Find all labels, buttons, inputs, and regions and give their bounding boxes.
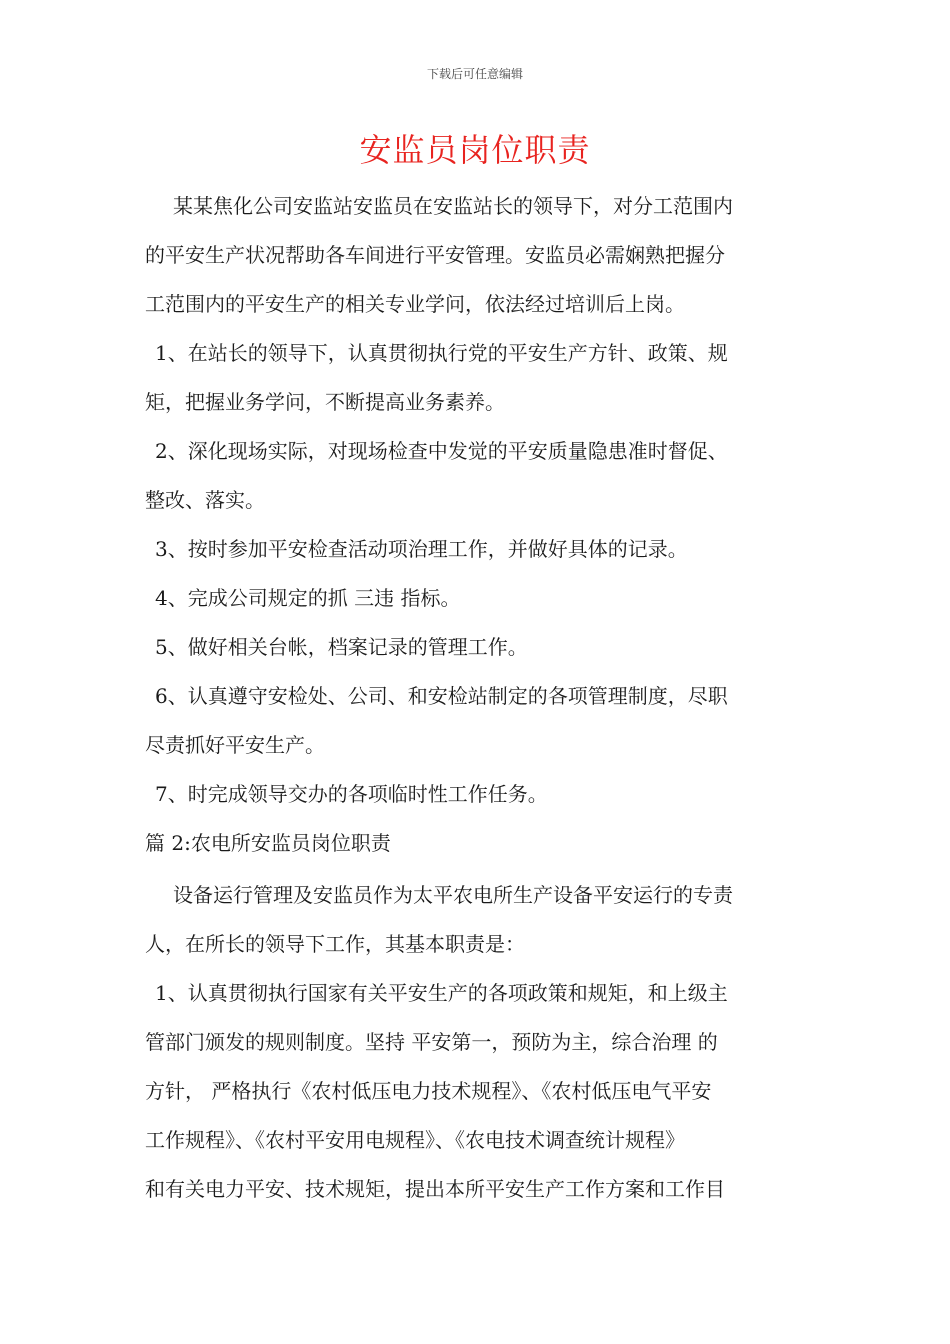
list-item-line: 方针， 严格执行《农村低压电力技术规程》、《农村低压电气平安 <box>145 1079 712 1103</box>
paragraph-line: 的平安生产状况帮助各车间进行平安管理。安监员必需娴熟把握分 <box>145 243 725 267</box>
list-item-line: 3、按时参加平安检查活动项治理工作，并做好具体的记录。 <box>155 537 688 561</box>
section-heading: 篇 2:农电所安监员岗位职责 <box>145 831 391 855</box>
list-item-line: 尽责抓好平安生产。 <box>145 733 325 757</box>
list-item-line: 1、在站长的领导下，认真贯彻执行党的平安生产方针、政策、规 <box>155 341 728 365</box>
list-item-line: 5、做好相关台帐，档案记录的管理工作。 <box>155 635 528 659</box>
list-item-line: 7、时完成领导交办的各项临时性工作任务。 <box>155 782 548 806</box>
paragraph-line: 设备运行管理及安监员作为太平农电所生产设备平安运行的专责 <box>173 883 733 907</box>
page-header: 下载后可任意编辑 <box>426 67 523 81</box>
paragraph-line: 某某焦化公司安监站安监员在安监站长的领导下，对分工范围内 <box>173 194 733 218</box>
list-item-line: 工作规程》、《农村平安用电规程》、《农电技术调查统计规程》 <box>145 1128 685 1152</box>
list-item-line: 1、认真贯彻执行国家有关平安生产的各项政策和规矩，和上级主 <box>155 981 728 1005</box>
list-item-line: 矩，把握业务学问，不断提高业务素养。 <box>145 390 505 414</box>
list-item-line: 管部门颁发的规则制度。坚持 平安第一，预防为主，综合治理 的 <box>145 1030 718 1054</box>
paragraph-line: 人，在所长的领导下工作，其基本职责是： <box>145 932 525 956</box>
list-item-line: 2、深化现场实际，对现场检查中发觉的平安质量隐患准时督促、 <box>155 439 728 463</box>
list-item-line: 和有关电力平安、技术规矩，提出本所平安生产工作方案和工作目 <box>145 1177 725 1201</box>
paragraph-line: 工范围内的平安生产的相关专业学问，依法经过培训后上岗。 <box>145 292 685 316</box>
list-item-line: 4、完成公司规定的抓 三违 指标。 <box>155 586 461 610</box>
list-item-line: 整改、落实。 <box>145 488 265 512</box>
list-item-line: 6、认真遵守安检处、公司、和安检站制定的各项管理制度，尽职 <box>155 684 728 708</box>
document-title: 安监员岗位职责 <box>359 131 591 169</box>
document-body <box>145 182 810 1214</box>
